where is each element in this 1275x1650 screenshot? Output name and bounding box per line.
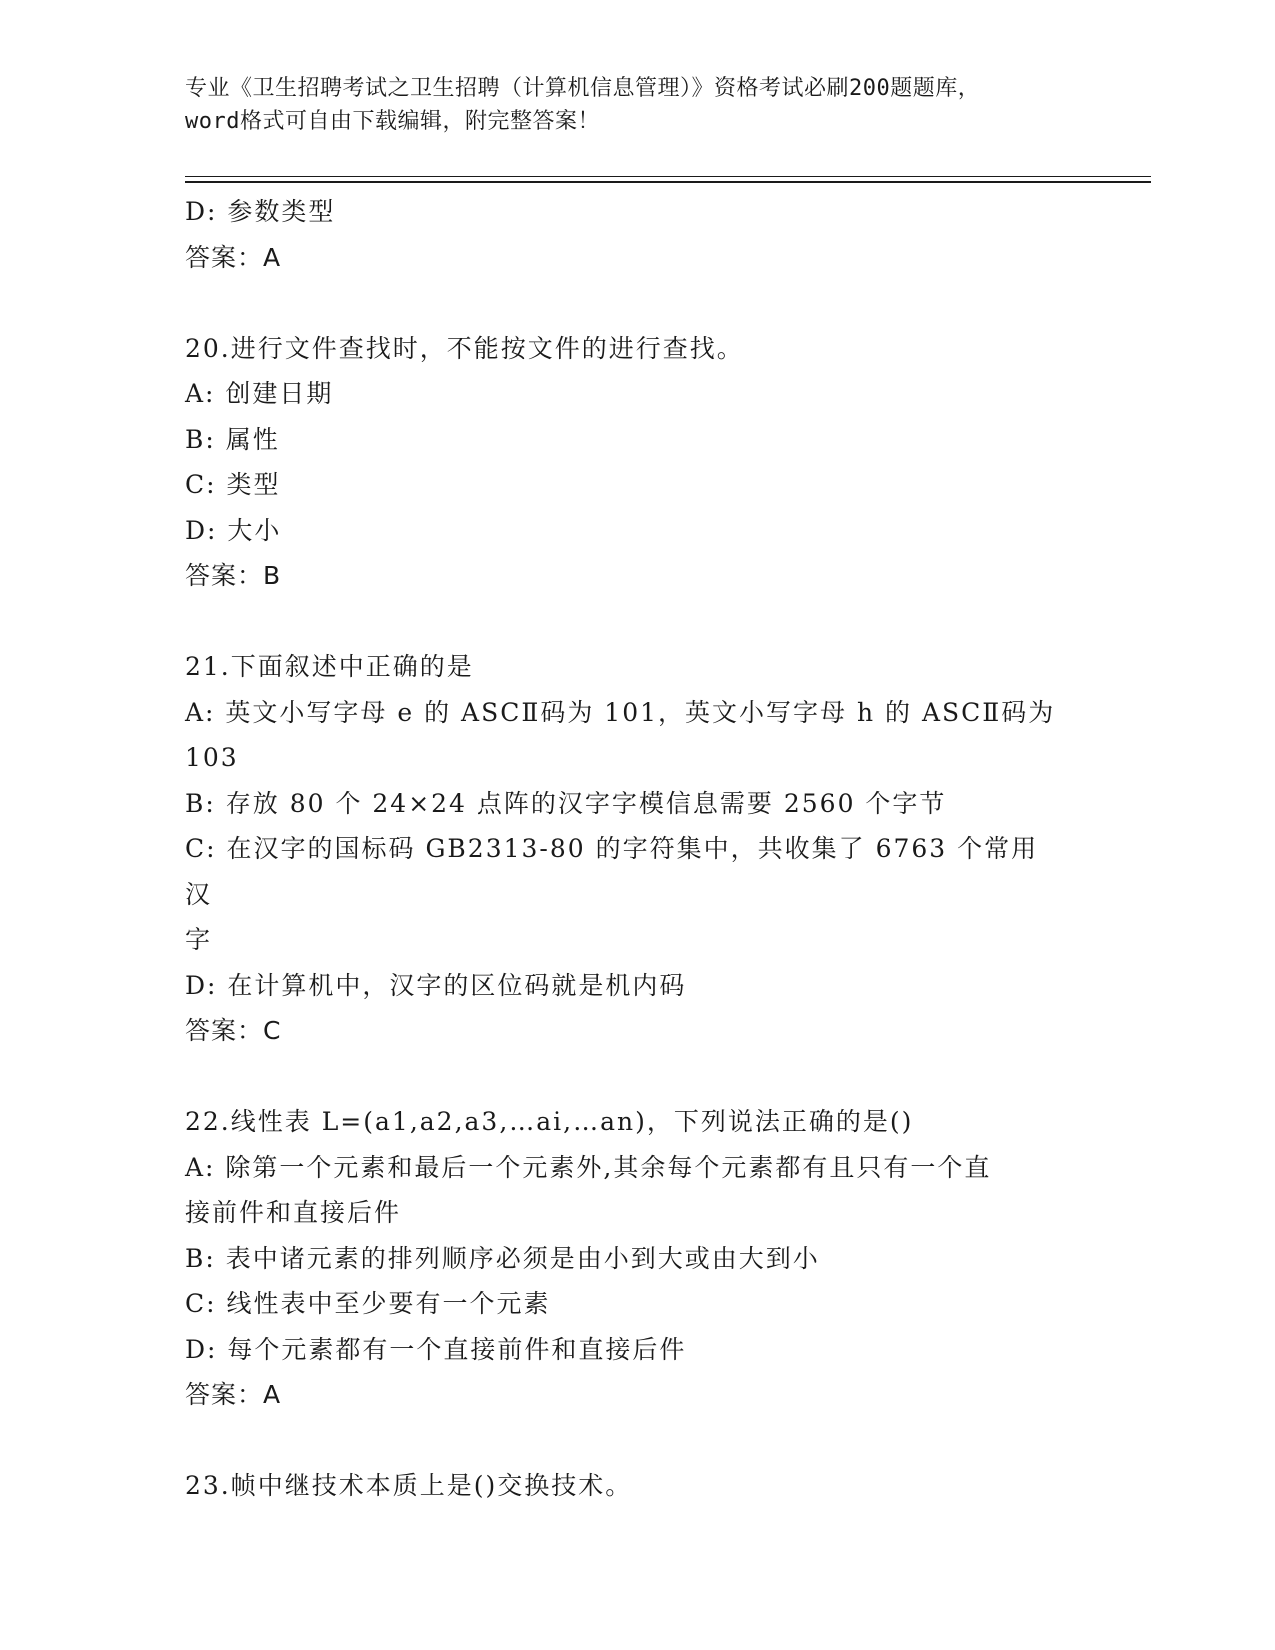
option-a-continued: 接前件和直接后件: [185, 1198, 402, 1227]
option-c: C: 在汉字的国标码 GB2313-80 的字符集中，共收集了 6763 个常用汉: [185, 834, 1039, 909]
header-rule-thick: [185, 181, 1151, 183]
answer: 答案：A: [185, 1380, 282, 1409]
question-prev: [185, 189, 1065, 280]
answer: 答案：C: [185, 1016, 282, 1045]
option-b: B: 存放 80 个 24×24 点阵的汉字字模信息需要 2560 个字节: [185, 788, 947, 818]
header-rule-thin: [185, 176, 1151, 177]
option-a: A: 英文小写字母 e 的 ASCⅡ码为 101，英文小写字母 h 的 ASCⅡ码为: [185, 697, 1056, 727]
question-text: 21.下面叙述中正确的是: [185, 652, 474, 681]
answer: 答案：B: [185, 561, 282, 590]
question-20: [185, 326, 1065, 599]
option-b: B: 表中诸元素的排列顺序必须是由小到大或由大到小: [185, 1243, 820, 1273]
spacer: [185, 1054, 1065, 1100]
question-text: 23.帧中继技术本质上是()交换技术。: [185, 1471, 633, 1500]
spacer: [185, 280, 1065, 326]
option-d: D: 在计算机中，汉字的区位码就是机内码: [185, 970, 687, 1000]
spacer: [185, 599, 1065, 645]
option-a: A: 创建日期: [185, 379, 334, 408]
option-d: D: 大小: [185, 515, 282, 545]
option-c: C: 类型: [185, 470, 281, 499]
document-header: [185, 72, 1085, 138]
header-line-1: 专业《卫生招聘考试之卫生招聘（计算机信息管理）》资格考试必刷200题题库，: [185, 76, 981, 101]
question-22: [185, 1099, 1065, 1418]
question-text: 22.线性表 L=(a1,a2,a3,…ai,…an)，下列说法正确的是(): [185, 1107, 914, 1136]
option-a: A: 除第一个元素和最后一个元素外,其余每个元素都有且只有一个直: [185, 1152, 992, 1182]
question-23: [185, 1463, 1065, 1509]
option-d: D: 每个元素都有一个直接前件和直接后件: [185, 1334, 687, 1364]
document-body: [185, 189, 1065, 1509]
header-line-2: word格式可自由下载编辑，附完整答案！: [185, 109, 600, 134]
question-text: 20.进行文件查找时，不能按文件的进行查找。: [185, 333, 744, 363]
option-c: C: 线性表中至少要有一个元素: [185, 1289, 551, 1318]
option-a-continued: 103: [185, 743, 239, 772]
option-c-continued: 字: [185, 925, 213, 954]
option-d: D: 参数类型: [185, 197, 336, 226]
spacer: [185, 1418, 1065, 1464]
question-21: [185, 644, 1065, 1054]
answer: 答案：A: [185, 242, 282, 272]
option-b: B: 属性: [185, 424, 280, 454]
